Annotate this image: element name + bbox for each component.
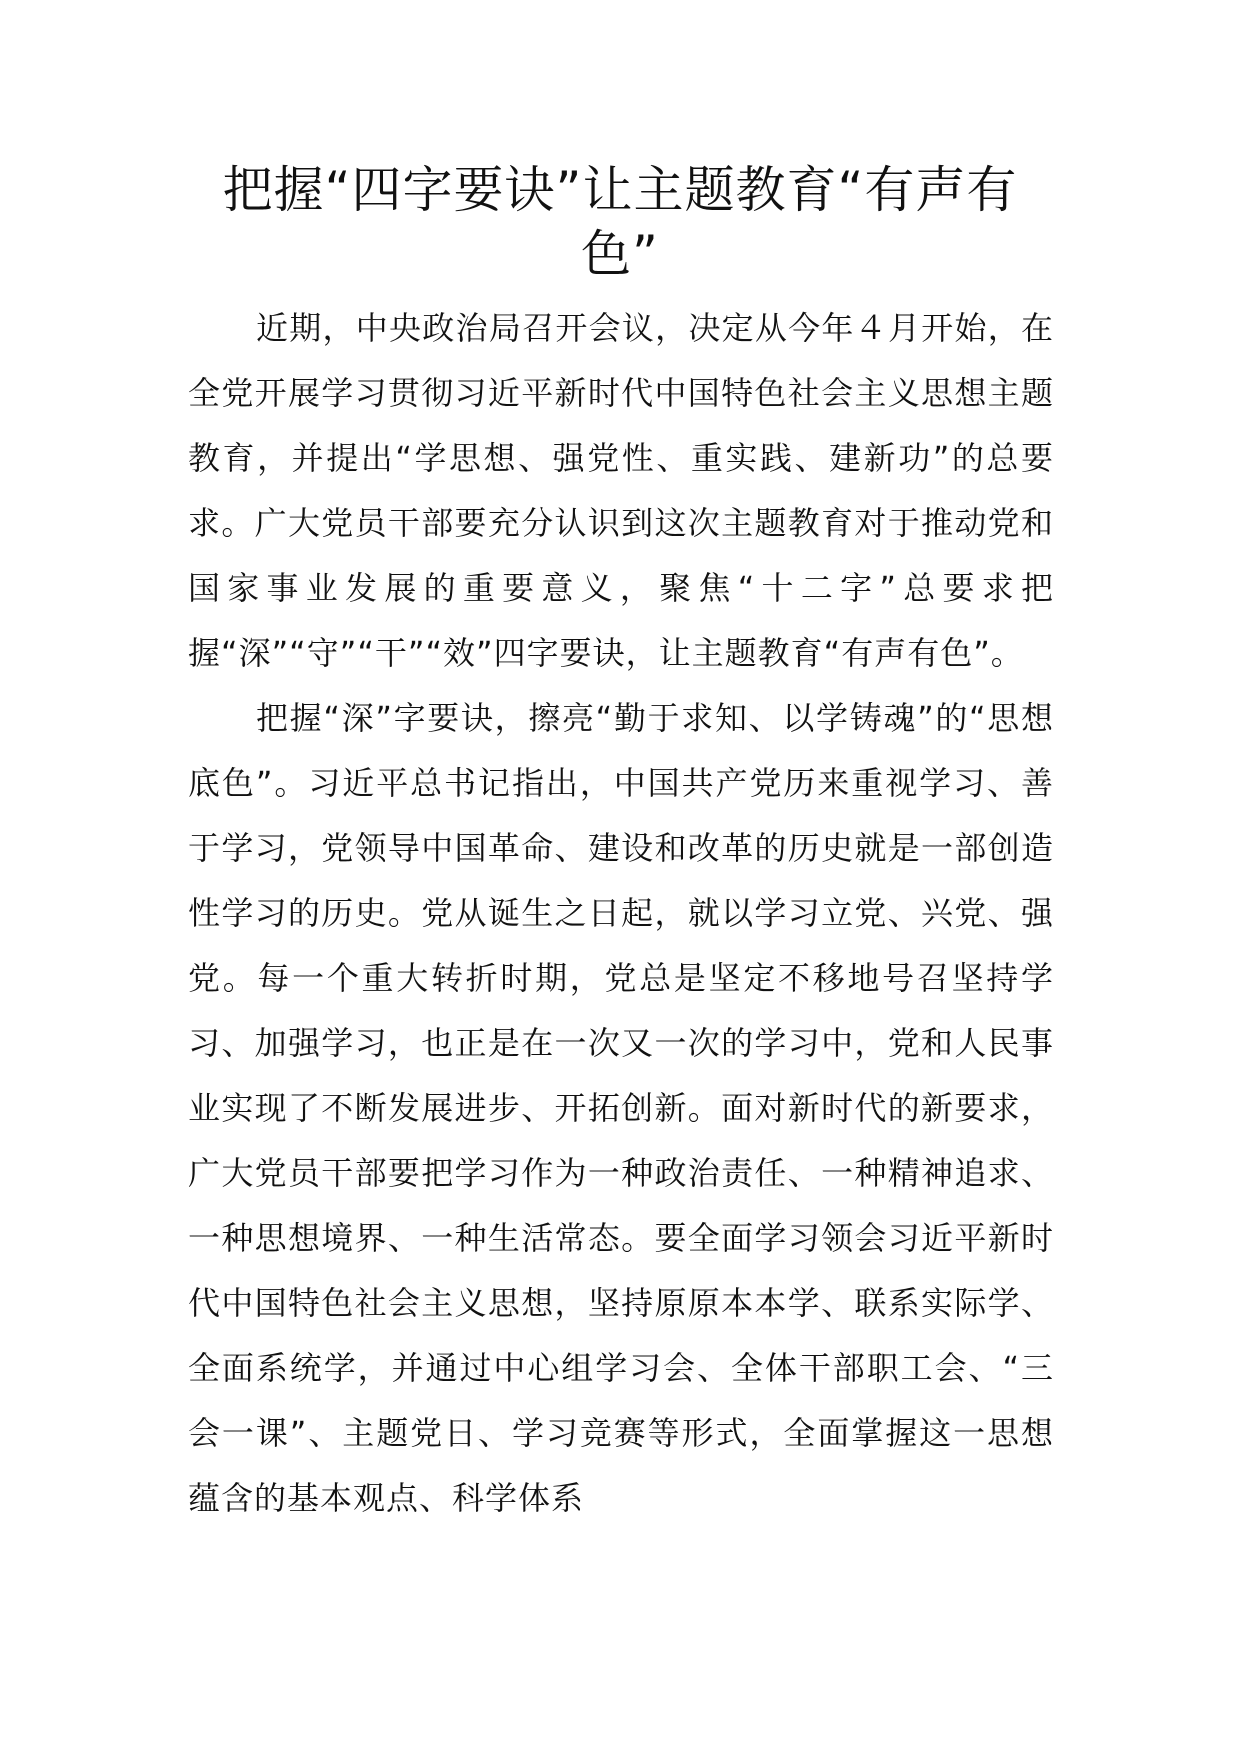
document-title: 把握“四字要诀”让主题教育“有声有色” [222,161,1018,283]
document-body [188,296,1054,1531]
paragraph-shen: 把握“深”字要诀，擦亮“勤于求知、以学铸魂”的“思想底色”。习近平总书记指出，中国共产党历来重视学习、善于学习，党领导中国革命、建设和改革的历史就是一部创造性学习的历史。党从诞生之日起，就以学习立党、兴党、强党。每一个重大转折时期，党总是坚定不移地号召坚持学习、加强学习，也正是在一次又一次的学习中，党和人民事业实现了不断发展进步、开拓创新。面对新时代的新要求，广大党员干部要把学习作为一种政治责任、一种精神追求、一种思想境界、一种生活常态。要全面学习领会习近平新时代中国特色社会主义思想，坚持原原本本学、联系实际学、全面系统学，并通过中心组学习会、全体干部职工会、“三会一课”、主题党日、学习竞赛等形式，全面掌握这一思想蕴含的基本观点、科学体系 [188,699,1054,1517]
paragraph-intro: 近期，中央政治局召开会议，决定从今年４月开始，在全党开展学习贯彻习近平新时代中国特色社会主义思想主题教育，并提出“学思想、强党性、重实践、建新功”的总要求。广大党员干部要充分认识到这次主题教育对于推动党和国家事业发展的重要意义，聚焦“十二字”总要求把握“深”“守”“干”“效”四字要诀，让主题教育“有声有色”。 [188,309,1054,672]
